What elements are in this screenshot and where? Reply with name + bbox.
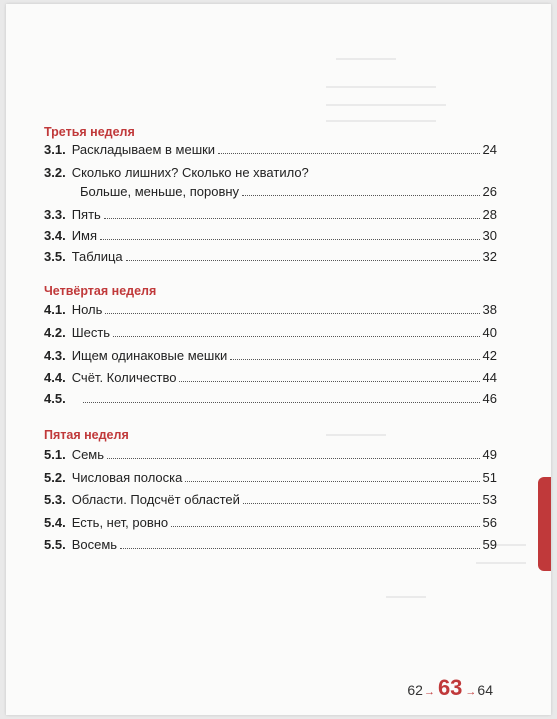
- chapter-tab: [538, 477, 551, 571]
- toc-item-label: Имя: [71, 228, 98, 243]
- toc-item-label: Ищем одинаковые мешки: [71, 348, 228, 363]
- toc-item-page: 38: [482, 302, 497, 317]
- toc-item-number: 4.5.: [44, 391, 66, 406]
- toc-item-label: Числовая полоска: [71, 470, 183, 485]
- toc-item-page: 30: [482, 228, 497, 243]
- leader-dots: [126, 260, 480, 261]
- toc-item[interactable]: [44, 347, 497, 363]
- toc-item-number: 3.5.: [44, 249, 66, 264]
- toc-item-number: 5.1.: [44, 447, 66, 462]
- toc-item-number: 3.1.: [44, 142, 66, 157]
- toc-item[interactable]: [44, 446, 497, 462]
- bleed-through-mark: [326, 120, 436, 122]
- book-page: [6, 4, 551, 715]
- toc-item-label: Области. Подсчёт областей: [71, 492, 240, 507]
- bleed-through-mark: [386, 596, 426, 598]
- prev-page-number[interactable]: 62: [407, 682, 423, 698]
- toc-item[interactable]: [44, 514, 497, 530]
- toc-item[interactable]: [44, 227, 497, 243]
- toc-item-page: 46: [482, 391, 497, 406]
- leader-dots: [185, 481, 479, 482]
- toc-item-label: Есть, нет, ровно: [71, 515, 169, 530]
- toc-item-number: 4.3.: [44, 348, 66, 363]
- leader-dots: [107, 458, 480, 459]
- toc-item-label: Шесть: [71, 325, 111, 340]
- toc-item[interactable]: [44, 206, 497, 222]
- toc-item[interactable]: [44, 390, 497, 406]
- toc-item-number: 5.5.: [44, 537, 66, 552]
- toc-item-label: Больше, меньше, поровну: [80, 184, 240, 199]
- toc-item-page: 24: [482, 142, 497, 157]
- toc-item-page: 51: [482, 470, 497, 485]
- leader-dots: [120, 548, 480, 549]
- leader-dots: [171, 526, 479, 527]
- toc-item-label: Таблица: [71, 249, 123, 264]
- toc-item[interactable]: [44, 536, 497, 552]
- section-title-week-4: Четвёртая неделя: [44, 284, 157, 298]
- toc-item-number: 5.4.: [44, 515, 66, 530]
- leader-dots: [100, 239, 480, 240]
- toc-item[interactable]: [44, 141, 497, 157]
- toc-item-page: 56: [482, 515, 497, 530]
- section-title-week-5: Пятая неделя: [44, 428, 129, 442]
- arrow-right-icon: →: [465, 686, 477, 698]
- toc-item-label: Счёт. Количество: [71, 370, 177, 385]
- leader-dots: [105, 313, 479, 314]
- toc-item-label: Семь: [71, 447, 105, 462]
- toc-item-page: 42: [482, 348, 497, 363]
- toc-item-page: 49: [482, 447, 497, 462]
- toc-item-number: 4.1.: [44, 302, 66, 317]
- bleed-through-mark: [336, 58, 396, 60]
- toc-item-number: 3.3.: [44, 207, 66, 222]
- leader-dots: [104, 218, 480, 219]
- toc-item-number: 5.2.: [44, 470, 66, 485]
- leader-dots: [242, 195, 479, 196]
- toc-item[interactable]: [44, 301, 497, 317]
- toc-item[interactable]: [44, 248, 497, 264]
- toc-item-page: 40: [482, 325, 497, 340]
- leader-dots: [179, 381, 479, 382]
- toc-item[interactable]: [44, 369, 497, 385]
- toc-item-number: 3.4.: [44, 228, 66, 243]
- toc-item[interactable]: [44, 491, 497, 507]
- toc-item-number: 5.3.: [44, 492, 66, 507]
- toc-item[interactable]: [44, 324, 497, 340]
- toc-item-page: 53: [482, 492, 497, 507]
- leader-dots: [113, 336, 479, 337]
- bleed-through-mark: [326, 86, 436, 88]
- arrow-right-icon: →: [423, 686, 435, 698]
- bleed-through-mark: [476, 562, 526, 564]
- leader-dots: [83, 402, 480, 403]
- toc-item-number: 3.2.: [44, 165, 66, 180]
- toc-item-page: 59: [482, 537, 497, 552]
- toc-item-label: Сколько лишних? Сколько не хватило?: [71, 165, 309, 180]
- current-page-number: 63: [437, 675, 463, 700]
- toc-item-page: 32: [482, 249, 497, 264]
- toc-item-label: Ноль: [71, 302, 103, 317]
- toc-item[interactable]: [44, 469, 497, 485]
- leader-dots: [243, 503, 480, 504]
- toc-item-page: 28: [482, 207, 497, 222]
- leader-dots: [230, 359, 479, 360]
- toc-item-page: 26: [482, 184, 497, 199]
- leader-dots: [218, 153, 479, 154]
- page-number-nav: [407, 675, 493, 701]
- toc-item-label: Раскладываем в мешки: [71, 142, 216, 157]
- next-page-number[interactable]: 64: [477, 682, 493, 698]
- bleed-through-mark: [326, 434, 386, 436]
- bleed-through-mark: [326, 104, 446, 106]
- toc-item[interactable]: [44, 164, 497, 180]
- toc-item-number: 4.4.: [44, 370, 66, 385]
- toc-item-label: Восемь: [71, 537, 118, 552]
- toc-item-page: 44: [482, 370, 497, 385]
- toc-item-label: Пять: [71, 207, 101, 222]
- toc-item[interactable]: [44, 183, 497, 199]
- toc-item-number: 4.2.: [44, 325, 66, 340]
- section-title-week-3: Третья неделя: [44, 125, 135, 139]
